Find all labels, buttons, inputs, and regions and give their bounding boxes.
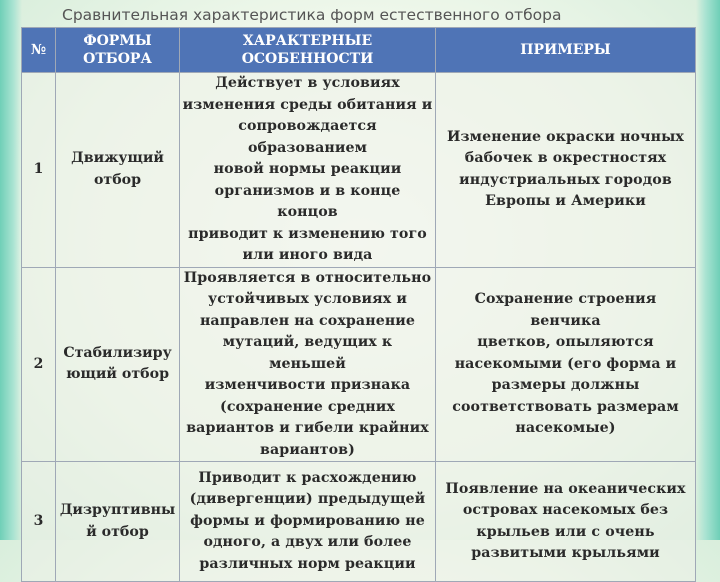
header-examples: ПРИМЕРЫ: [436, 28, 696, 73]
comparison-table: [21, 27, 696, 582]
selection-features: Приводит к расхождению (дивергенции) предыдущей формы и формированию не одного, а двух или более различных норм реакции: [180, 462, 436, 582]
page-title: Сравнительная характеристика форм естественного отбора: [62, 6, 562, 24]
selection-form: Движущий отбор: [56, 73, 180, 268]
header-number: №: [22, 28, 56, 73]
row-number: 3: [22, 462, 56, 582]
selection-form: Стабилизиру ющий отбор: [56, 267, 180, 462]
header-features: ХАРАКТЕРНЫЕ ОСОБЕННОСТИ: [180, 28, 436, 73]
table-row: [22, 73, 696, 268]
selection-features: Действует в условиях изменения среды обитания и сопровождается образованием новой нормы реакции организмов и в конце концов приводит к изменению того или иного вида: [180, 73, 436, 268]
row-number: 2: [22, 267, 56, 462]
selection-form: Дизруптивны й отбор: [56, 462, 180, 582]
selection-examples: Сохранение строения венчика цветков, опыляются насекомыми (его форма и размеры должны соответствовать размерам насекомые): [436, 267, 696, 462]
selection-features: Проявляется в относительно устойчивых условиях и направлен на сохранение мутаций, ведущих к меньшей изменчивости признака (сохранение средних вариантов и гибели крайних вариантов): [180, 267, 436, 462]
selection-examples: Изменение окраски ночных бабочек в окрестностях индустриальных городов Европы и Америки: [436, 73, 696, 268]
table-header-row: [22, 28, 696, 73]
row-number: 1: [22, 73, 56, 268]
left-decorative-border: [0, 0, 22, 540]
table-row: [22, 462, 696, 582]
selection-examples: Появление на океанических островах насекомых без крыльев или с очень развитыми крыльями: [436, 462, 696, 582]
table-row: [22, 267, 696, 462]
right-decorative-border: [696, 0, 720, 540]
header-forms: ФОРМЫ ОТБОРА: [56, 28, 180, 73]
